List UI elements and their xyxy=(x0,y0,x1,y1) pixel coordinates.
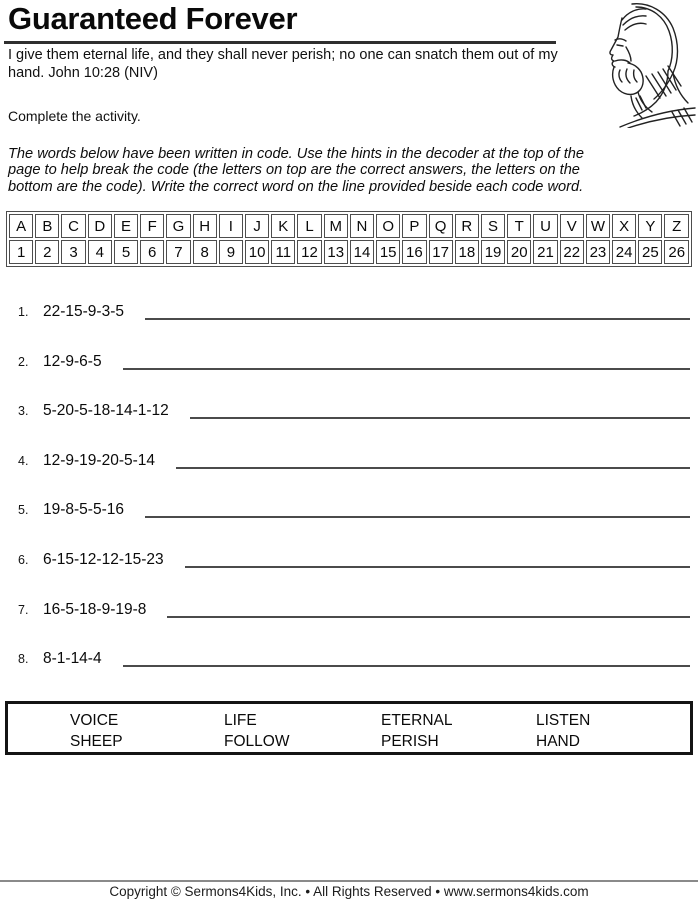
word-bank-row xyxy=(8,710,690,731)
decoder-letter-cell: V xyxy=(560,214,584,238)
instructions-line: The words below have been written in code. Use the hints in the decoder at the top of the xyxy=(8,146,584,162)
decoder-letter-cell: K xyxy=(271,214,295,238)
decoder-table xyxy=(6,211,692,267)
decoder-letter-cell: M xyxy=(324,214,348,238)
decoder-letter-cell: Q xyxy=(429,214,453,238)
word-bank xyxy=(5,701,693,755)
answer-line[interactable] xyxy=(167,616,690,618)
item-code: 19-8-5-5-16 xyxy=(43,501,124,519)
decoder-number-cell: 19 xyxy=(481,240,505,264)
word-bank-word: HAND xyxy=(536,733,580,750)
decoder-number-cell: 24 xyxy=(612,240,636,264)
answer-line[interactable] xyxy=(185,566,690,568)
item-code: 8-1-14-4 xyxy=(43,650,102,668)
item-code: 12-9-6-5 xyxy=(43,352,102,370)
item-number: 8. xyxy=(18,652,29,667)
decoder-number-cell: 25 xyxy=(638,240,662,264)
code-word-row xyxy=(18,488,690,538)
code-word-row xyxy=(18,538,690,588)
decoder-letter-cell: B xyxy=(35,214,59,238)
answer-line[interactable] xyxy=(176,467,690,469)
instructions-line: page to help break the code (the letters on top are the correct answers, the letters on the xyxy=(8,162,580,179)
decoder-letter-cell: E xyxy=(114,214,138,238)
decoder-number-cell: 22 xyxy=(560,240,584,264)
decoder-number-cell: 2 xyxy=(35,240,59,264)
item-code: 16-5-18-9-19-8 xyxy=(43,600,147,618)
answer-line[interactable] xyxy=(123,368,690,370)
item-number: 6. xyxy=(18,552,29,567)
code-word-row xyxy=(18,389,690,439)
decoder-number-cell: 4 xyxy=(88,240,112,264)
decoder-number-cell: 6 xyxy=(140,240,164,264)
code-word-row xyxy=(18,340,690,390)
item-code: 22-15-9-3-5 xyxy=(43,303,124,320)
instructions-line: bottom are the code). Write the correct word on the line provided beside each code word. xyxy=(8,178,584,195)
word-bank-word: SHEEP xyxy=(70,733,123,750)
answer-line[interactable] xyxy=(190,417,690,419)
activity-prompt: Complete the activity. xyxy=(8,108,141,124)
scripture-line: I give them eternal life, and they shall never perish; no one can snatch them out of my xyxy=(8,47,558,63)
scripture-line: hand. John 10:28 (NIV) xyxy=(8,64,158,81)
decoder-letter-cell: X xyxy=(612,214,636,238)
decoder-letter-cell: J xyxy=(245,214,269,238)
decoder-letter-cell: D xyxy=(88,214,112,238)
title-divider xyxy=(4,41,556,44)
decoder-letter-cell: A xyxy=(9,214,33,238)
decoder-number-cell: 21 xyxy=(533,240,557,264)
word-bank-word: VOICE xyxy=(70,712,119,729)
word-bank-word: PERISH xyxy=(381,733,439,750)
item-code: 12-9-19-20-5-14 xyxy=(43,451,156,469)
decoder-number-cell: 7 xyxy=(166,240,190,264)
word-bank-word: LIFE xyxy=(224,712,257,729)
word-bank-word: FOLLOW xyxy=(224,733,290,750)
decoder-letter-cell: G xyxy=(166,214,190,238)
decoder-letter-cell: O xyxy=(376,214,400,238)
word-bank-row xyxy=(8,731,690,752)
decoder-letter-cell: I xyxy=(219,214,243,238)
code-word-row xyxy=(18,439,690,489)
decoder-letter-cell: U xyxy=(533,214,557,238)
answer-line[interactable] xyxy=(145,318,690,320)
answer-line[interactable] xyxy=(123,665,690,667)
decoder-number-cell: 8 xyxy=(193,240,217,264)
decoder-letter-cell: F xyxy=(140,214,164,238)
copyright-text: Copyright © Sermons4Kids, Inc. • All Rights Reserved • www.sermons4kids.com xyxy=(109,884,589,899)
decoder-letter-cell: T xyxy=(507,214,531,238)
decoder-number-cell: 20 xyxy=(507,240,531,264)
item-code: 5-20-5-18-14-1-12 xyxy=(43,402,169,420)
page-title: Guaranteed Forever xyxy=(8,1,298,36)
item-code: 6-15-12-12-15-23 xyxy=(43,550,164,568)
decoder-number-cell: 12 xyxy=(297,240,321,264)
decoder-letter-cell: P xyxy=(402,214,426,238)
item-number: 2. xyxy=(18,354,29,369)
decoder-letter-cell: N xyxy=(350,214,374,238)
code-word-row xyxy=(18,588,690,638)
word-bank-word: LISTEN xyxy=(536,712,591,729)
decoder-letter-cell: C xyxy=(61,214,85,238)
decoder-number-cell: 1 xyxy=(9,240,33,264)
decoder-number-cell: 26 xyxy=(664,240,689,264)
code-word-row xyxy=(18,290,690,340)
decoder-letter-cell: S xyxy=(481,214,505,238)
decoder-number-cell: 15 xyxy=(376,240,400,264)
instructions xyxy=(8,146,584,195)
decoder-letter-cell: Y xyxy=(638,214,662,238)
decoder-number-cell: 23 xyxy=(586,240,610,264)
code-word-row xyxy=(18,637,690,687)
code-word-list xyxy=(18,290,690,687)
decoder-letter-cell: L xyxy=(297,214,321,238)
decoder-number-cell: 14 xyxy=(350,240,374,264)
item-number: 5. xyxy=(18,503,29,518)
decoder-letter-cell: Z xyxy=(664,214,689,238)
footer-divider xyxy=(0,880,698,882)
item-number: 3. xyxy=(18,404,29,419)
decoder-number-cell: 5 xyxy=(114,240,138,264)
decoder-number-cell: 13 xyxy=(324,240,348,264)
decoder-number-cell: 3 xyxy=(61,240,85,264)
word-bank-word: ETERNAL xyxy=(381,712,453,729)
decoder-letter-cell: W xyxy=(586,214,610,238)
decoder-number-cell: 17 xyxy=(429,240,453,264)
item-number: 4. xyxy=(18,453,29,468)
item-number: 1. xyxy=(18,305,29,319)
decoder-letter-cell: R xyxy=(455,214,479,238)
decoder-number-cell: 9 xyxy=(219,240,243,264)
decoder-letters-row xyxy=(9,214,689,238)
scripture-text xyxy=(8,47,558,82)
decoder-letter-cell: H xyxy=(193,214,217,238)
decoder-number-cell: 10 xyxy=(245,240,269,264)
decoder-numbers-row xyxy=(9,240,689,264)
decoder-number-cell: 16 xyxy=(402,240,426,264)
jesus-illustration xyxy=(576,0,696,128)
item-number: 7. xyxy=(18,602,29,617)
answer-line[interactable] xyxy=(145,516,690,518)
decoder-number-cell: 11 xyxy=(271,240,295,264)
decoder-number-cell: 18 xyxy=(455,240,479,264)
